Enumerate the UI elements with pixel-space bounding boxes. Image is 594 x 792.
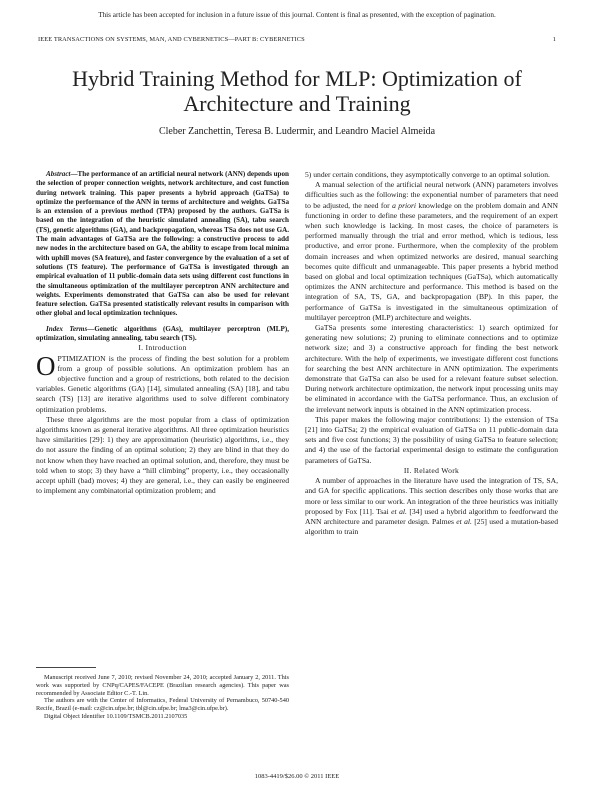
abstract-label: Abstract — [46, 170, 71, 178]
footnote-affiliation: The authors are with the Center of Informatics, Federal University of Pernambuco, 50740-540 Recife, Brazil (e-mail: cz@cin.ufpe.br; tbl@cin.ufpe.br; lma3@cin.ufpe.br). — [36, 697, 289, 713]
page-number: 1 — [552, 36, 556, 43]
right-paragraph-1: 5) under certain conditions, they asymptotically converge to an optimal solution. — [305, 170, 550, 179]
footnote-rule — [36, 667, 96, 668]
index-terms-text: —Genetic algorithms (GAs), multilayer perceptron (MLP), optimization, simulating annealing, tabu search (TS). — [36, 324, 289, 343]
right-paragraph-3: GaTSa presents some interesting characteristics: 1) search optimized for generating new solutions; 2) pruning to eliminate connections and to optimize network size; and 3) a constructive approach for finding the best network architecture. With the help of experiments, we investigate different cost functions for searching the best ANN architecture in ANN optimization. The experiments demonstrate that GaTSa can also be used for a relevant feature subset selection. During network architecture optimization, the network input processing units may be eliminated in accordance with the GaTSa performance. Thus, an exclusion of the irrelevant network inputs is obtained in the ANN optimization process. — [305, 323, 558, 414]
paper-authors: Cleber Zanchettin, Teresa B. Ludermir, and Leandro Maciel Almeida — [158, 126, 436, 137]
left-column — [36, 170, 289, 496]
acceptance-notice: This article has been accepted for inclusion in a future issue of this journal. Content is final as presented, with the exception of pagination. — [98, 11, 496, 19]
abstract-text: —The performance of an artificial neural network (ANN) depends upon the selection of proper connection weights, network architecture, and cost function during network training. This paper presents a hybrid approach (GaTSa) to optimize the performance of the ANN in terms of architecture and weights. GaTSa is an extension of a previous method (TPA) proposed by the authors. GaTSa is based on the integration of the heuristic simulated annealing (SA), tabu search (TS), genetic algorithms (GA), and backpropagation, whereas TSa does not use GA. The main advantages of GaTSa are the following: a constructive process to add new nodes in the architecture based on GA, the ability to escape from local minima with uphill moves (SA feature), and faster convergence by the evaluation of a set of solutions (TS feature). The performance of GaTSa is investigated through an empirical evaluation of 11 public-domain data sets using different cost functions in the simultaneous optimization of the multilayer perceptron ANN architecture and weights. Experiments demonstrated that GaTSa can also be used for relevant feature selection. GaTSa presented statistically relevant results in comparison with other global and local optimization techniques. — [36, 170, 289, 318]
et-al-emphasis-1: et al. — [391, 506, 407, 516]
related-work-paragraph — [305, 476, 558, 537]
a-priori-emphasis: a priori — [392, 200, 417, 210]
section-heading-introduction: I. Introduction — [138, 343, 187, 353]
intro-paragraph-1 — [36, 350, 289, 415]
right-paragraph-4: This paper makes the following major contributions: 1) the extension of TSa [21] into GaTSa; 2) the empirical evaluation of GaTSa on 11 public-domain data sets and five cost functions; 3) the possibility of using GaTSa to feature selection; and 4) the use of the factorial experimental design to estimate the configuration parameters of GaTSa. — [305, 414, 558, 465]
drop-cap: O — [36, 350, 56, 381]
intro-paragraph-1-text: PTIMIZATION is the process of finding the best solution for a problem from a group of possible solutions. An optimization problem has an objective function and a group of restrictions, both related to the decision variables. Genetic algorithms (GA) [14], simulated annealing (SA) [18], and tabu search (TS) [13] are iterative algorithms used to solve different combinatory optimization problems. — [36, 353, 289, 414]
right-column — [305, 170, 558, 537]
footnote-manuscript: Manuscript received June 7, 2010; revised November 24, 2010; accepted January 2, 2011. This work was supported by CNPq/CAPES/FACEPE (Brazilian research agencies). This paper was recommended by Associate Editor C.-T. Lin. — [36, 674, 289, 697]
abstract — [36, 170, 289, 319]
right-paragraph-2-part-b: knowledge on the problem domain and ANN functioning in order to define these parameters, and the requirement of an expert when such knowledge is lacking. In most cases, the choice of parameters is performed manually through the trial and error method, which is tedious, less productive, and error prone. Furthermore, when the complexity of the problem domain increases and when optimized networks are desired, manual searching becomes quite difficult and unmanageable. This paper presents a hybrid method based on global and local optimization techniques (GaTSa), which automatically optimizes the ANN architecture and performance. This method is based on the integration of SA, TS, GA, and backpropagation (BP). In this paper, the performance of GaTSa is investigated in the simultaneous optimization of multilayer perceptron (MLP) architecture and weights. — [305, 200, 559, 322]
et-al-emphasis-2: et al. — [456, 516, 472, 526]
footnote-doi: Digital Object Identifier 10.1109/TSMCB.2011.2107035 — [44, 712, 188, 720]
right-paragraph-2-part-a: A manual selection of the artificial neural network (ANN) parameters involves difficulties such as the following: the exponential number of parameters that need to be adjusted, the need for — [305, 180, 558, 210]
intro-paragraph-2: These three algorithms are the most popular from a class of optimization algorithms known as general iterative algorithms. All three optimization heuristics have similarities [29]: 1) they are approximation (heuristic) algorithms, i.e., they do not assure the finding of an optimal solution; 2) they are blind in that they do not know when they have reached an optimal solution, and, therefore, they must be told when to stop; 3) they have a “hill climbing” property, i.e., they occasionally accept uphill (bad) moves; 4) they are general, i.e., they can easily be engineered to implement any combinatorial optimization problem; and — [36, 414, 289, 496]
right-paragraph-2 — [305, 180, 558, 323]
copyright-line: 1083-4419/$26.00 © 2011 IEEE — [254, 773, 340, 780]
related-work-part-b: [34] used a hybrid algorithm to feedforward the ANN architecture and parameter design. Palmes — [305, 506, 558, 526]
running-head — [38, 36, 556, 43]
journal-name: IEEE TRANSACTIONS ON SYSTEMS, MAN, AND CYBERNETICS—PART B: CYBERNETICS — [38, 36, 305, 43]
section-heading-related-work: II. Related Work — [403, 465, 460, 475]
related-work-part-a: A number of approaches in the literature have used the integration of TS, SA, and GA for specific applications. This section describes only those works that are more or less similar to our work. An integration of the three heuristics was initially proposed by Fox [11]. Tsai — [305, 476, 558, 516]
related-work-part-c: [25] used a mutation-based algorithm to train — [305, 516, 559, 537]
paper-title: Hybrid Training Method for MLP: Optimization of Architecture and Training — [72, 66, 522, 116]
index-terms — [36, 325, 289, 344]
footnotes — [36, 667, 289, 721]
index-terms-label: Index Terms — [46, 324, 88, 333]
